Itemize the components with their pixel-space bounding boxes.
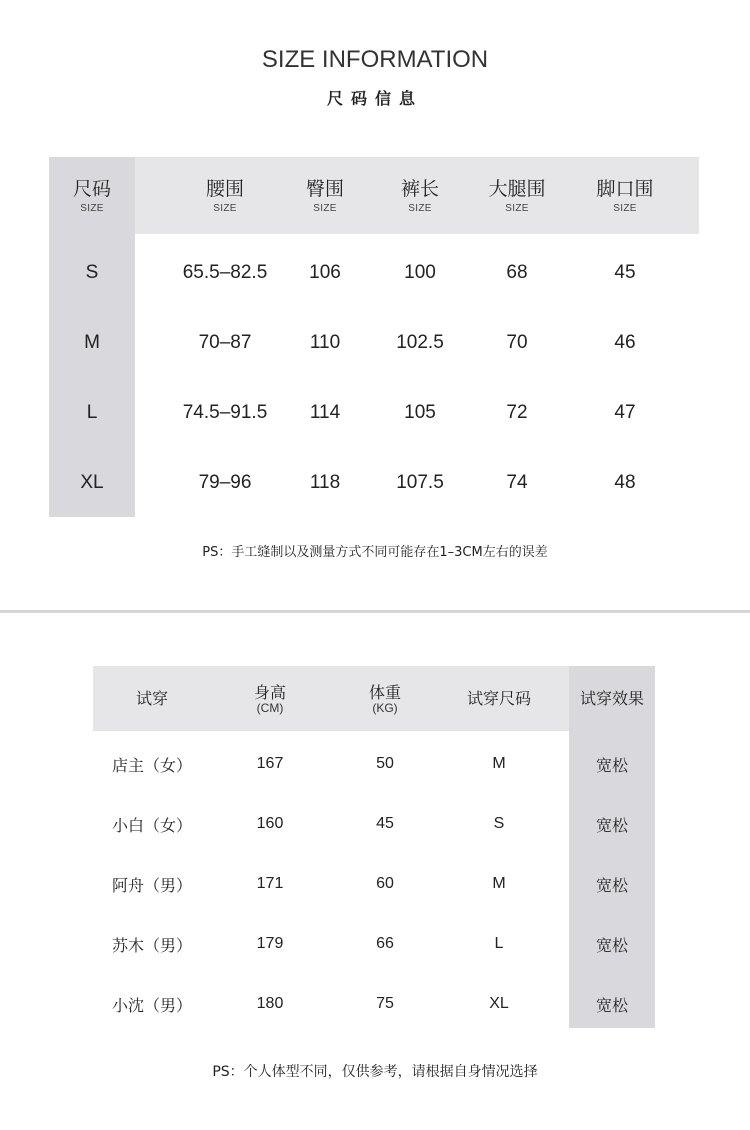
try-on-note: PS：个人体型不同，仅供参考，请根据自身情况选择 [212,1064,538,1080]
size-row-xl [49,448,699,518]
header-sublabel: SIZE [613,202,637,214]
header-label: 裤长 [400,177,439,200]
weight-cell: 45 [376,815,394,832]
try-effect-cell: 宽松 [595,935,628,955]
header-unit: (KG) [372,700,398,715]
try-effect-cell: 宽松 [595,755,628,775]
waist-cell: 74.5–91.5 [182,402,268,423]
length-cell: 102.5 [396,332,444,353]
tester-cell: 阿舟（男） [111,875,192,895]
thigh-cell: 68 [506,262,528,283]
size-cell: M [84,332,100,353]
try-size-cell: S [493,815,505,832]
header-try-effect [569,666,655,731]
try-size-cell: M [492,755,506,772]
header-tester [93,666,211,731]
header-label: 体重 [368,682,401,702]
leg-opening-cell: 47 [614,402,636,423]
header-sublabel: SIZE [505,202,529,214]
header-sublabel: SIZE [313,202,337,214]
waist-cell: 79–96 [198,472,252,493]
section-divider [0,610,750,613]
header-try-size [449,666,549,731]
weight-cell: 60 [376,875,394,892]
size-row-s [49,238,699,308]
header-thigh [477,157,557,234]
length-cell: 107.5 [396,472,444,493]
tester-cell: 店主（女） [111,755,192,775]
try-effect-cell: 宽松 [595,875,628,895]
header-label: 试穿 [135,689,168,708]
hip-cell: 114 [309,402,341,423]
header-label: 试穿效果 [579,689,644,708]
header-size [49,157,135,234]
waist-cell: 70–87 [198,332,252,353]
header-label: 臀围 [305,177,344,200]
header-sublabel: SIZE [408,202,432,214]
header-length [379,157,461,234]
size-table [49,157,699,517]
header-hip [295,157,355,234]
height-cell: 167 [256,755,284,772]
weight-cell: 66 [376,935,394,952]
header-label: 大腿围 [488,177,546,200]
try-effect-cell: 宽松 [595,995,628,1015]
thigh-cell: 70 [506,332,528,353]
header-label: 身高 [253,682,286,702]
weight-cell: 50 [376,755,394,772]
header-height [230,666,310,731]
try-row [93,734,655,794]
try-row [93,974,655,1034]
thigh-cell: 74 [506,472,528,493]
size-row-l [49,378,699,448]
height-cell: 180 [256,995,284,1012]
height-cell: 179 [256,935,284,952]
height-cell: 160 [256,815,284,832]
header-label: 尺码 [72,177,111,200]
header-unit: (CM) [256,700,284,715]
leg-opening-cell: 46 [614,332,636,353]
size-cell: L [86,402,98,423]
title-english: SIZE INFORMATION [261,46,489,73]
try-size-cell: L [494,935,504,952]
height-cell: 171 [256,875,284,892]
leg-opening-cell: 48 [614,472,636,493]
hip-cell: 106 [309,262,341,283]
try-size-cell: XL [489,995,509,1012]
header-label: 腰围 [205,177,244,200]
header-label: 脚口围 [596,177,654,200]
tester-cell: 小沈（男） [111,995,192,1015]
tester-cell: 小白（女） [111,815,192,835]
try-size-cell: M [492,875,506,892]
length-cell: 100 [404,262,436,283]
length-cell: 105 [404,402,436,423]
try-on-table [93,666,655,1028]
thigh-cell: 72 [506,402,528,423]
hip-cell: 110 [309,332,341,353]
tester-cell: 苏木（男） [111,935,192,955]
leg-opening-cell: 45 [614,262,636,283]
header-label: 试穿尺码 [466,689,531,708]
header-sublabel: SIZE [213,202,237,214]
size-cell: XL [80,472,104,493]
weight-cell: 75 [376,995,394,1012]
header-sublabel: SIZE [80,202,104,214]
hip-cell: 118 [309,472,341,493]
size-cell: S [85,262,99,283]
waist-cell: 65.5–82.5 [182,262,268,283]
title-chinese: 尺码信息 [326,89,423,108]
size-row-m [49,308,699,378]
try-row [93,914,655,974]
header-waist [165,157,285,234]
header-leg-opening [585,157,665,234]
header-weight [345,666,425,731]
try-effect-cell: 宽松 [595,815,628,835]
size-note: PS：手工缝制以及测量方式不同可能存在1–3CM左右的误差 [202,545,548,560]
try-row [93,854,655,914]
try-row [93,794,655,854]
